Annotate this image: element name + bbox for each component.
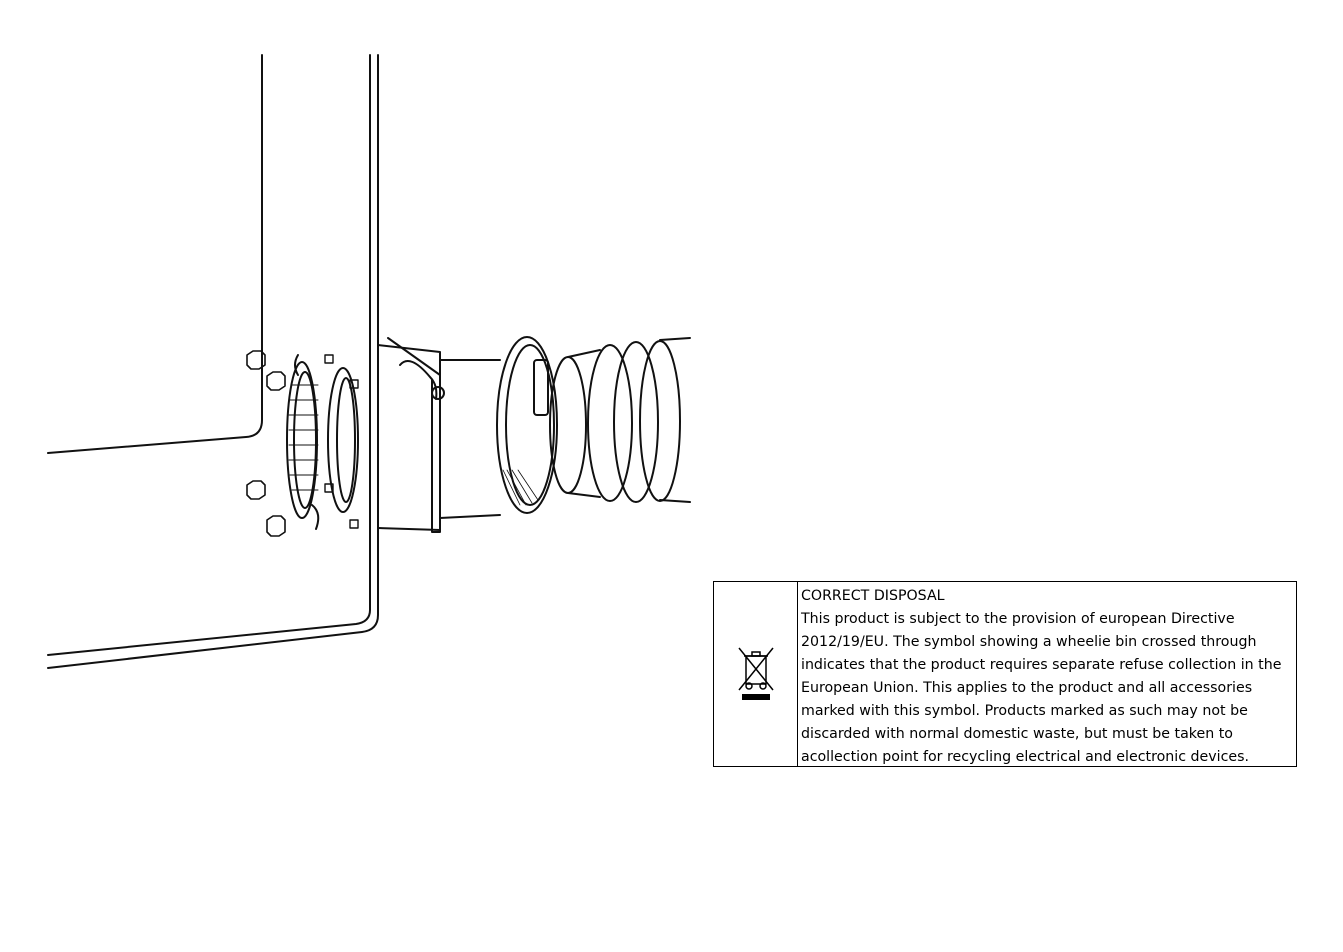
duct-hose-connection-drawing — [0, 0, 700, 700]
icon-cell — [714, 582, 798, 766]
crossed-wheelie-bin-icon — [736, 644, 776, 704]
disposal-title: CORRECT DISPOSAL — [801, 588, 945, 604]
disposal-body: This product is subject to the provision of european Directive 2012/19/EU. The symbol showing a wheelie bin crossed through indicates that the product requires separate refuse collection in the European Union. This applies to the product and all accessories marked with this symbol. Products marked as such may not be discarded with normal domestic waste, but must be taken to acollection point for recycling electrical and electronic devices. — [801, 611, 1282, 765]
disposal-notice-box — [713, 581, 1297, 767]
disposal-text-cell — [798, 582, 1296, 766]
